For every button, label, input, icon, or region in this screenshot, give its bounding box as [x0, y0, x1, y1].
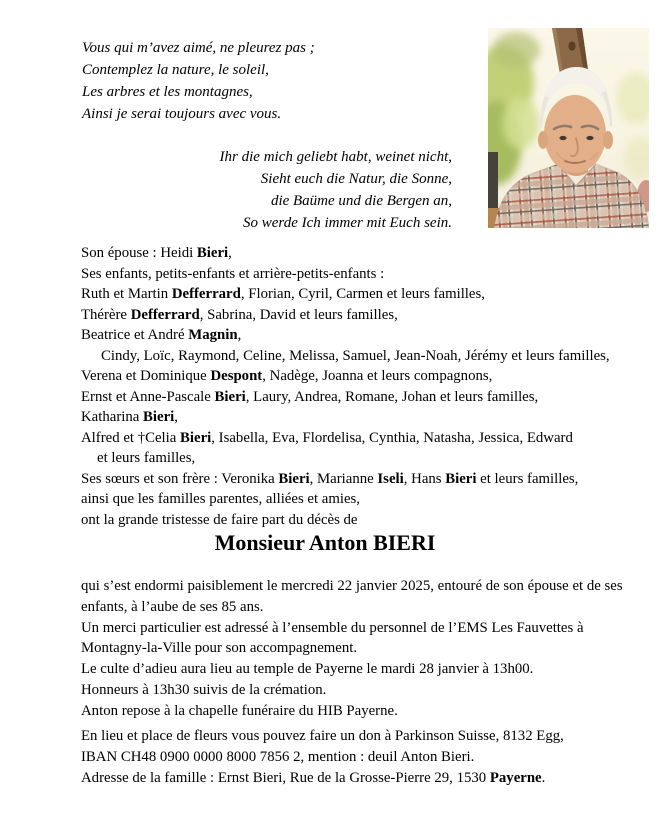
deceased-name-title: Monsieur Anton BIERI — [214, 530, 436, 555]
donation-line: IBAN CH48 0900 0000 8000 7856 2, mention : deuil Anton Bieri. — [81, 748, 475, 765]
detail-line: Un merci particulier est adressé à l’ensemble du personnel de l’EMS Les Fauvettes à — [81, 619, 584, 636]
german-poem-line: So werde Ich immer mit Euch sein. — [243, 215, 452, 231]
family-line: et leurs familles, — [97, 450, 196, 466]
family-line: Katharina Bieri, — [81, 409, 178, 425]
german-poem-line: Sieht euch die Natur, die Sonne, — [260, 171, 452, 187]
german-poem-line: Ihr die mich geliebt habt, weinet nicht, — [219, 149, 452, 165]
detail-line: Anton repose à la chapelle funéraire du HIB Payerne. — [81, 702, 398, 719]
family-line: Ernst et Anne-Pascale Bieri, Laury, Andrea, Romane, Johan et leurs familles, — [81, 388, 539, 405]
family-line: Ses enfants, petits-enfants et arrière-petits-enfants : — [81, 265, 385, 282]
detail-line: Montagny-la-Ville pour son accompagnement. — [81, 640, 358, 657]
family-line: ainsi que les familles parentes, alliées et amies, — [81, 491, 360, 507]
donation-info — [81, 726, 564, 788]
family-line: Son épouse : Heidi Bieri, — [81, 245, 232, 261]
family-line: Verena et Dominique Despont, Nadège, Joanna et leurs compagnons, — [81, 368, 493, 384]
french-poem-line: Vous qui m’avez aimé, ne pleurez pas ; — [82, 40, 315, 56]
portrait-photo — [488, 28, 649, 228]
french-poem-line: Ainsi je serai toujours avec vous. — [82, 106, 282, 122]
ceremony-details — [81, 576, 623, 722]
family-line: Alfred et †Celia Bieri, Isabella, Eva, Flordelisa, Cynthia, Natasha, Jessica, Edward — [81, 429, 573, 446]
portrait-photo-illustration — [488, 28, 649, 228]
detail-line: enfants, à l’aube de ses 85 ans. — [81, 598, 264, 615]
family-line: Thérère Defferrard, Sabrina, David et leurs familles, — [81, 306, 398, 323]
german-poem — [81, 146, 452, 234]
family-line: Ruth et Martin Defferrard, Florian, Cyril, Carmen et leurs familles, — [81, 286, 485, 302]
family-line: Beatrice et André Magnin, — [81, 327, 242, 343]
donation-line: En lieu et place de fleurs vous pouvez faire un don à Parkinson Suisse, 8132 Egg, — [81, 728, 564, 744]
german-poem-line: die Baüme und die Bergen an, — [270, 193, 452, 209]
family-line: ont la grande tristesse de faire part du décès de — [81, 511, 358, 528]
french-poem-line: Les arbres et les montagnes, — [82, 84, 253, 100]
detail-line: Honneurs à 13h30 suivis de la crémation. — [81, 681, 327, 698]
french-poem-line: Contemplez la nature, le soleil, — [82, 62, 269, 78]
family-list — [81, 243, 610, 530]
detail-line: Le culte d’adieu aura lieu au temple de Payerne le mardi 28 janvier à 13h00. — [81, 661, 534, 678]
donation-line: Adresse de la famille : Ernst Bieri, Rue de la Grosse-Pierre 29, 1530 Payerne. — [81, 769, 546, 786]
family-line: Ses sœurs et son frère : Veronika Bieri, Marianne Iseli, Hans Bieri et leurs familles, — [81, 470, 579, 487]
french-poem — [82, 37, 315, 125]
family-line: Cindy, Loïc, Raymond, Celine, Melissa, Samuel, Jean-Noah, Jérémy et leurs familles, — [101, 347, 610, 364]
detail-line: qui s’est endormi paisiblement le mercredi 22 janvier 2025, entouré de son épouse et de ses — [81, 578, 623, 594]
